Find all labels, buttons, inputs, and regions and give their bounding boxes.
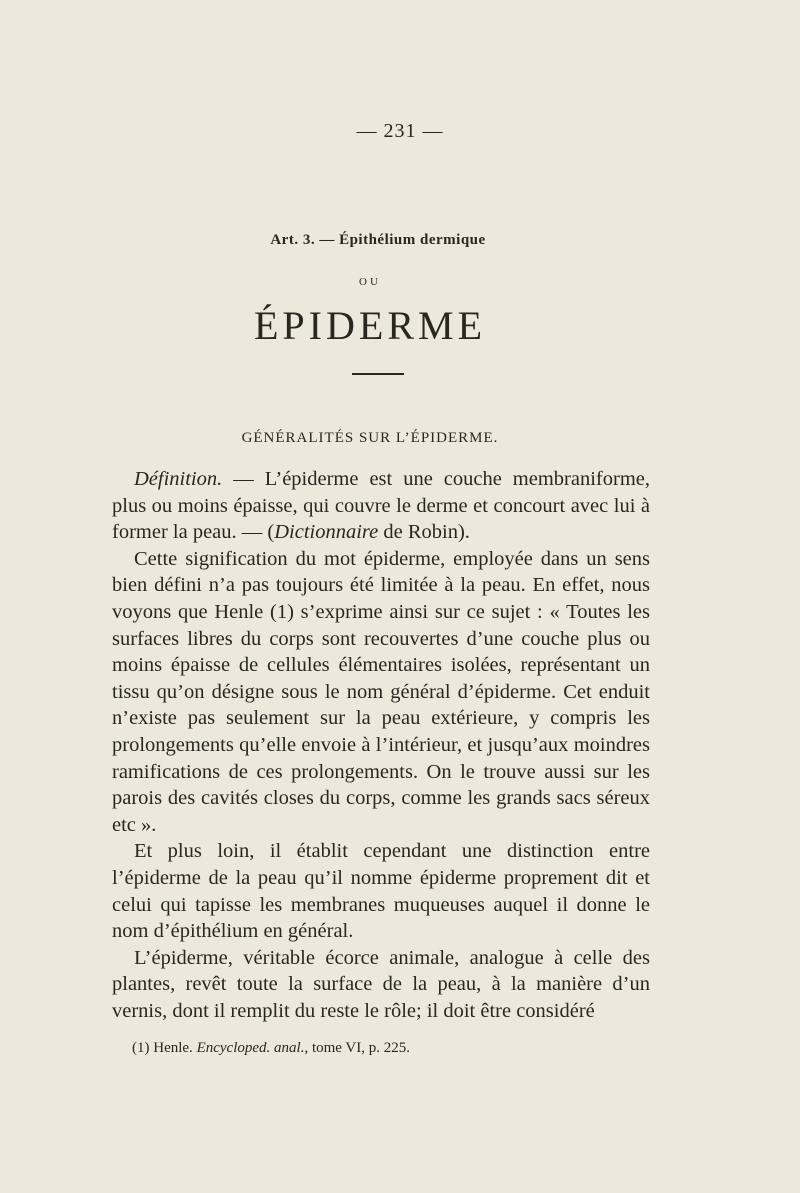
paragraph-2: Cette signification du mot épiderme, employée dans un sens bien défini n’a pas toujours été limitée à la peau. En effet, nous voyons que Henle (1) s’exprime ainsi sur ce sujet : « Toutes les surfaces libres du corps sont recouvertes d’une couche plus ou moins épaisse de cellules élémentaires isolées, représentant un tissu qu’on désigne sous le nom général d’épiderme. Cet enduit n’existe pas seulement sur la peau extérieure, y compris les prolongements qu’elle envoie à l’intérieur, et jusqu’aux moindres ramifications de ces prolongements. On le trouve aussi sur les parois des cavités closes du corps, comme les grands sacs séreux etc ». [112, 547, 650, 836]
page-number: — 231 — [356, 120, 444, 142]
footnote [132, 1040, 652, 1057]
section-heading: GÉNÉRALITÉS SUR L’ÉPIDERME. [241, 430, 499, 446]
footnote-suffix: , tome VI, p. 225. [304, 1040, 411, 1056]
page-title: ÉPIDERME [254, 303, 486, 348]
definition-text: — L’épiderme est une couche membraniforme, plus ou moins épaisse, qui couvre le derme et concourt avec lui à former la peau. — ( [112, 468, 650, 544]
footnote-work: Encycloped. anal. [196, 1040, 305, 1056]
subtitle-ou: OU [359, 276, 381, 288]
footnote-prefix: (1) Henle. [132, 1040, 197, 1056]
paragraph-4: L’épiderme, véritable écorce animale, analogue à celle des plantes, revêt toute la surface de la peau, à la manière d’un vernis, dont il remplit du reste le rôle; il doit être considéré [112, 946, 650, 1022]
article-heading: Art. 3. — Épithélium dermique [270, 232, 486, 248]
definition-lead: Définition. [134, 468, 223, 490]
dictionary-ref: Dictionnaire [274, 521, 379, 544]
divider-rule [352, 373, 404, 375]
paragraph-definition [112, 466, 650, 546]
paragraph-3: Et plus loin, il établit cependant une distinction entre l’épiderme de la peau qu’il nomme épiderme proprement dit et celui qui tapisse les membranes muqueuses auquel il donne le nom d’épithélium en général. [112, 840, 650, 943]
body-text [112, 466, 650, 1024]
definition-end: de Robin). [378, 521, 470, 544]
